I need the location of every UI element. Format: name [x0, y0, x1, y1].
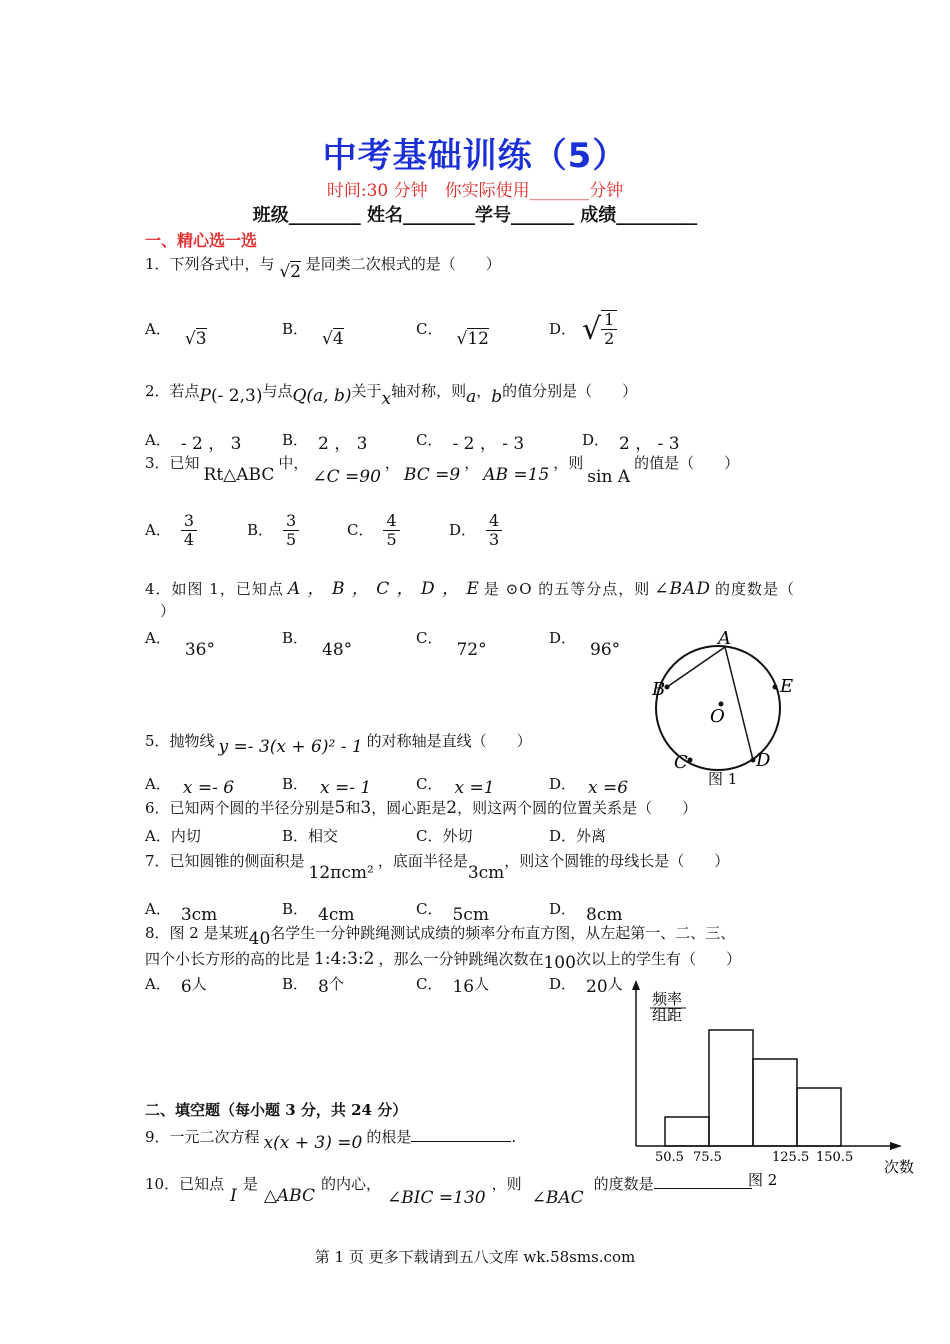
question-3: 3．已知Rt△ABC中，∠C =90，BC =9，AB =15，则sin A的值是（ ）	[145, 454, 740, 487]
point-a-label: A	[718, 628, 731, 649]
q7-option-a: A． 3cm	[145, 900, 218, 925]
question-8-line-1: 8．图 2 是某班40名学生一分钟跳绳测试成绩的频率分布直方图，从左起第一、二、三、	[145, 924, 736, 949]
q7-option-b: B． 4cm	[282, 900, 355, 925]
question-10: 10．已知点I是△ABC的内心，∠BIC =130，则∠BAC的度数是	[145, 1173, 752, 1194]
q6-option-c: C．外切	[416, 827, 473, 845]
q4-option-a: A．36°	[145, 629, 215, 660]
point-b-label: B	[652, 679, 666, 700]
sqrt-2: √2	[279, 262, 301, 282]
chord-ab	[667, 647, 725, 687]
point-o-label: O	[710, 706, 725, 727]
q6-option-b: B．相交	[282, 827, 339, 845]
section-heading-1: 一、精心选一选	[145, 231, 258, 250]
q5-option-d: D． x =6	[549, 775, 629, 798]
q5-option-a: A． x =- 6	[145, 775, 235, 798]
q7-option-d: D． 8cm	[549, 900, 623, 925]
page-footer: 第 1 页 更多下载请到五八文库 wk.58sms.com	[314, 1248, 636, 1266]
x-axis-arrow	[890, 1142, 902, 1150]
q7-option-c: C． 5cm	[416, 900, 489, 925]
q2-option-d: D． 2 ， - 3	[582, 431, 680, 454]
question-1: 1．下列各式中，与 √2 是同类二次根式的是（ ）	[145, 255, 501, 282]
q5-option-b: B． x =- 1	[282, 775, 372, 798]
q1-option-d-value: √ $\frac{1}{2}$	[582, 310, 617, 349]
question-6: 6．已知两个圆的半径分别是5和3，圆心距是2，则这两个圆的位置关系是（ ）	[145, 798, 698, 818]
histogram-bar	[709, 1030, 753, 1146]
q1-option-a: A． √3	[145, 320, 207, 349]
q8-option-b: B． 8个	[282, 975, 344, 997]
section-heading-2: 二、填空题（每小题 3 分，共 24 分）	[145, 1101, 408, 1119]
point-e-label: E	[780, 676, 794, 697]
q3-option-d: D． $\frac{4}{3}$	[449, 512, 502, 550]
x-tick-label: 150.5	[816, 1150, 854, 1165]
figure-2-histogram	[620, 980, 930, 1195]
figure-1-caption: 图 1	[708, 770, 738, 788]
q4-option-c: C．72°	[416, 629, 487, 660]
question-8-line-2: 四个小长方形的高的比是 1:4:3:2 ，那么一分钟跳绳次数在100次以上的学生有（ ）	[145, 949, 741, 973]
histogram-bar	[797, 1088, 841, 1146]
figure-2-caption: 图 2	[748, 1171, 778, 1189]
y-axis-arrow	[632, 980, 640, 990]
q4-option-d: D．96°	[549, 629, 621, 660]
question-7: 7．已知圆锥的侧面积是12πcm²，底面半径是3cm，则这个圆锥的母线长是（ ）	[145, 852, 730, 883]
page-title: 中考基础训练（5）	[322, 136, 628, 176]
x-tick-label: 75.5	[693, 1150, 722, 1165]
q9-answer-blank[interactable]	[411, 1141, 511, 1142]
q2-option-c: C． - 2 ， - 3	[416, 431, 525, 454]
question-4-cont: ）	[160, 602, 176, 620]
x-tick-label: 125.5	[772, 1150, 810, 1165]
point-d-label: D	[756, 750, 771, 771]
q1-option-d: D．	[549, 320, 577, 338]
point-c-label: C	[674, 752, 688, 773]
x-tick-label: 50.5	[655, 1150, 684, 1165]
q2-option-b: B． 2 ， 3	[282, 431, 368, 454]
y-label-denominator: 组距	[652, 1006, 683, 1024]
q6-option-d: D．外离	[549, 827, 607, 845]
x-axis-label: 次数	[884, 1158, 915, 1176]
q5-option-c: C． x =1	[416, 775, 495, 798]
q3-option-b: B． $\frac{3}{5}$	[247, 512, 299, 550]
question-4: 4．如图 1，已知点 A ， B ， C ， D ， E 是 ⊙O 的五等分点，则 ∠BAD 的度数是（	[145, 579, 795, 599]
histogram-bar	[665, 1117, 709, 1146]
histogram-bar	[753, 1059, 797, 1146]
question-9: 9．一元二次方程 x(x + 3) =0 的根是 .	[145, 1128, 517, 1153]
time-line: 时间:30 分钟 你实际使用_______分钟	[326, 181, 624, 201]
q3-option-a: A． $\frac{3}{4}$	[145, 512, 197, 550]
question-2: 2．若点P(- 2,3)与点Q(a, b)关于x轴对称，则a，b的值分别是（ ）	[145, 382, 638, 409]
student-info-line: 班级________ 姓名________学号_______ 成绩_________	[252, 205, 698, 226]
figure-1-circle	[640, 620, 810, 790]
q6-option-a: A．内切	[145, 827, 201, 845]
q8-option-d: D． 20人	[549, 975, 623, 997]
question-5: 5．抛物线 y =- 3(x + 6)² - 1 的对称轴是直线（ ）	[145, 732, 532, 757]
q1-option-c: C． √12	[416, 320, 489, 349]
q8-option-c: C． 16人	[416, 975, 490, 997]
chord-ad	[725, 647, 753, 760]
q8-option-a: A． 6人	[145, 975, 207, 997]
q2-option-a: A． - 2 ， 3	[145, 431, 242, 454]
q10-answer-blank[interactable]	[654, 1188, 752, 1189]
q3-option-c: C． $\frac{4}{5}$	[347, 512, 400, 550]
q4-option-b: B．48°	[282, 629, 353, 660]
y-label-numerator: 频率	[652, 990, 683, 1008]
q1-option-b: B． √4	[282, 320, 344, 349]
